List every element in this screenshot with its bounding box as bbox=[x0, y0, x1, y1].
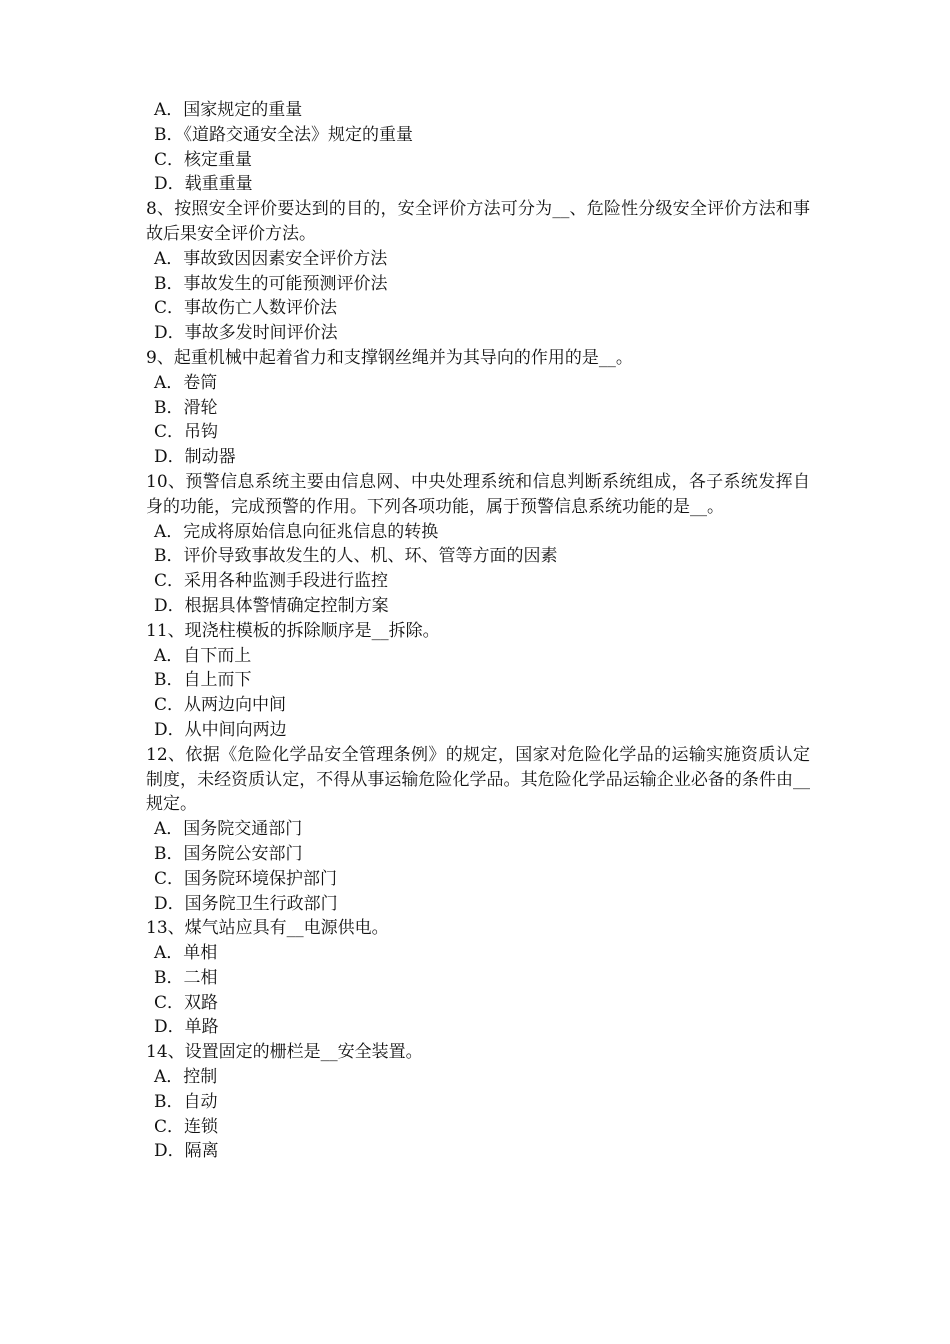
option-a: A．国家规定的重量 bbox=[154, 100, 303, 120]
question-12 bbox=[146, 743, 810, 917]
option-c: C．事故伤亡人数评价法 bbox=[154, 298, 338, 319]
option-c: C．吊钩 bbox=[154, 422, 219, 443]
option-a: A．国务院交通部门 bbox=[154, 819, 303, 840]
option-b: B．二相 bbox=[154, 967, 218, 988]
option-a: A．自下而上 bbox=[154, 645, 252, 666]
question-14 bbox=[146, 1040, 810, 1164]
option-a: A．控制 bbox=[154, 1067, 218, 1088]
option-c: C．双路 bbox=[154, 992, 219, 1013]
question-stem: 10、预警信息系统主要由信息网、中央处理系统和信息判断系统组成，各子系统发挥自身的功能，完成预警的作用。下列各项功能，属于预警信息系统功能的是__。 bbox=[146, 471, 810, 517]
option-b: B．国务院公安部门 bbox=[154, 843, 303, 864]
question-9 bbox=[146, 346, 810, 470]
option-b: B．自动 bbox=[154, 1091, 218, 1112]
option-c: C．核定重量 bbox=[154, 149, 253, 170]
option-a: A．事故致因因素安全评价方法 bbox=[154, 248, 388, 269]
option-c: C．国务院环境保护部门 bbox=[154, 868, 338, 889]
option-a: A．完成将原始信息向征兆信息的转换 bbox=[154, 521, 439, 542]
question-8 bbox=[146, 197, 810, 346]
option-d: D．事故多发时间评价法 bbox=[154, 323, 338, 344]
question-10 bbox=[146, 470, 810, 619]
question-11 bbox=[146, 619, 810, 743]
option-c: C．连锁 bbox=[154, 1116, 219, 1137]
option-d: D．单路 bbox=[154, 1017, 219, 1038]
option-a: A．卷筒 bbox=[154, 372, 218, 393]
option-d: D．隔离 bbox=[154, 1141, 219, 1162]
option-b: B．滑轮 bbox=[154, 397, 218, 418]
question-stem: 11、现浇柱模板的拆除顺序是__拆除。 bbox=[146, 620, 440, 641]
leading-options bbox=[146, 98, 810, 197]
option-a: A．单相 bbox=[154, 943, 218, 964]
option-b: B．自上而下 bbox=[154, 670, 252, 691]
question-stem: 8、按照安全评价要达到的目的，安全评价方法可分为__、危险性分级安全评价方法和事故后果安全评价方法。 bbox=[146, 199, 810, 244]
question-stem: 12、依据《危险化学品安全管理条例》的规定，国家对危险化学品的运输实施资质认定制度，未经资质认定，不得从事运输危险化学品。其危险化学品运输企业必备的条件由__规定。 bbox=[146, 744, 810, 815]
question-stem: 13、煤气站应具有__电源供电。 bbox=[146, 918, 389, 939]
question-stem: 9、起重机械中起着省力和支撑钢丝绳并为其导向的作用的是__。 bbox=[146, 347, 633, 368]
option-d: D．载重重量 bbox=[154, 174, 253, 195]
option-b: B．评价导致事故发生的人、机、环、管等方面的因素 bbox=[154, 546, 558, 567]
option-b: B．事故发生的可能预测评价法 bbox=[154, 273, 388, 294]
option-c: C．从两边向中间 bbox=[154, 695, 287, 716]
option-b: B．《道路交通安全法》规定的重量 bbox=[154, 124, 413, 145]
option-c: C．采用各种监测手段进行监控 bbox=[154, 571, 389, 592]
option-d: D．制动器 bbox=[154, 447, 236, 468]
option-d: D．根据具体警情确定控制方案 bbox=[154, 595, 389, 616]
question-13 bbox=[146, 916, 810, 1040]
question-stem: 14、设置固定的栅栏是__安全装置。 bbox=[146, 1042, 423, 1063]
option-d: D．从中间向两边 bbox=[154, 719, 287, 740]
option-d: D．国务院卫生行政部门 bbox=[154, 893, 338, 914]
question-list bbox=[146, 98, 810, 1164]
